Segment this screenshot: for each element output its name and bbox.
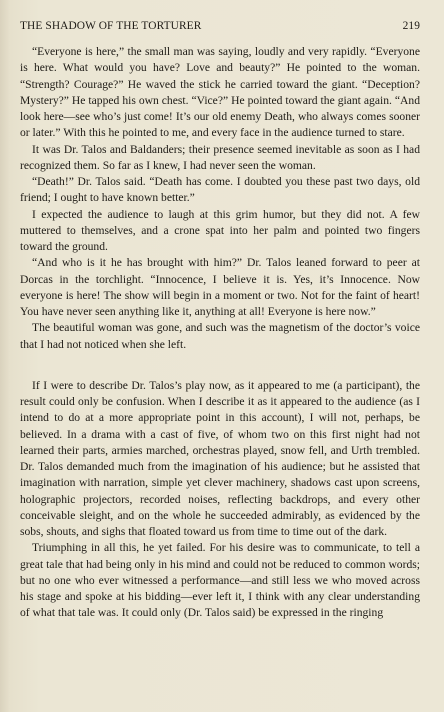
paragraph: “Everyone is here,” the small man was saying, loudly and very rapidly. “Everyone is here. What would you have? Love and beauty?” He pointed to the woman. “Strength? Courage?” He waved the stick he carried toward the giant. “Deception? Mystery?” He tapped his own chest. “Vice?” He pointed toward the giant again. “And look here—see who’s just come! It’s our old enemy Death, who always comes sooner or later.” With this he pointed to me, and every face in the audience turned to stare. [20, 45, 420, 140]
paragraph: “And who is it he has brought with him?” Dr. Talos leaned forward to peer at Dorcas in the torchlight. “Innocence, I believe it is. Yes, it’s Innocence. Now everyone is here! The show will begin in a moment or two. Not for the faint of heart! You have never seen anything like it, anything at all! Everyone is here now.” [20, 256, 420, 318]
body-text [20, 44, 420, 622]
paragraph: I expected the audience to laugh at this grim humor, but they did not. A few muttered to themselves, and a crone spat into her palm and pointed two fingers toward the ground. [20, 207, 420, 253]
paragraph: It was Dr. Talos and Baldanders; their presence seemed inevitable as soon as I had recognized them. So far as I knew, I had never seen the woman. [20, 142, 420, 172]
page-number: 219 [402, 20, 420, 32]
paragraph: The beautiful woman was gone, and such was the magnetism of the doctor’s voice that I had not noticed when she left. [20, 321, 420, 351]
paragraph-section-start: If I were to describe Dr. Talos’s play now, as it appeared to me (a participant), the result could only be confusion. When I describe it as it appeared to the audience (as I intend to do at a more appropriate point in this account), I will not, perhaps, be believed. In a drama with a cast of five, of whom two on this first night had not learned their parts, armies marched, orchestras played, snow fell, and Urth trembled. Dr. Talos demanded much from the imagination of his audience; but he assisted that imagination with narration, simple yet clever machinery, shadows cast upon screens, holographic projectors, recorded noises, reflecting backdrops, and every other conceivable sleight, and on the whole he succeeded admirably, as evidenced by the sobs, shouts, and sighs that floated toward us from time to time out of the dark. [20, 378, 420, 538]
paragraph: “Death!” Dr. Talos said. “Death has come. I doubted you these past two days, old friend; I ought to have known better.” [20, 175, 420, 205]
paragraph: Triumphing in all this, he yet failed. For his desire was to communicate, to tell a great tale that had being only in his mind and could not be reduced to common words; but no one who ever witnessed a performance—and still less we who moved across his stage and spoke at his bidding—ever left it, I think with any clear understanding of what that tale was. It could only (Dr. Talos said) be expressed in the ringing [20, 541, 420, 620]
running-title: THE SHADOW OF THE TORTURER [20, 20, 202, 32]
running-head [20, 20, 420, 36]
